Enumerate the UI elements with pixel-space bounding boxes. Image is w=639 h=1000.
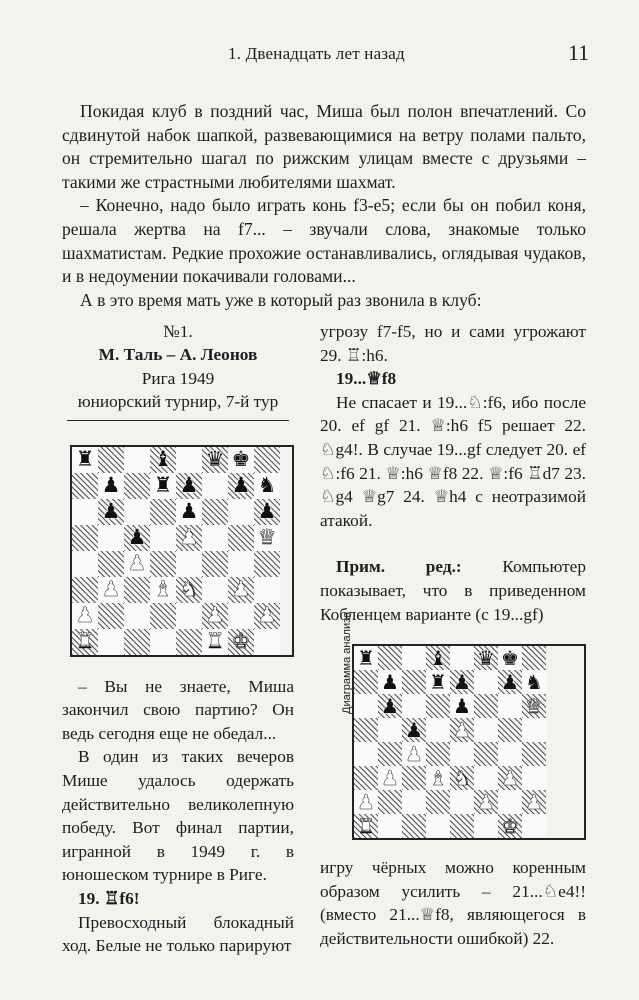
board-square — [254, 525, 280, 551]
board-square — [150, 551, 176, 577]
board-square — [498, 814, 522, 838]
board-square — [254, 551, 280, 577]
board-square — [72, 447, 98, 473]
board-square — [254, 603, 280, 629]
board-square — [474, 814, 498, 838]
board-square — [474, 670, 498, 694]
board-square — [402, 718, 426, 742]
board-square — [72, 603, 98, 629]
black-pawn-icon: ♟ — [101, 473, 121, 498]
board-square — [124, 577, 150, 603]
black-bishop-icon: ♝ — [153, 447, 173, 472]
game-place-year: Рига 1949 — [141, 368, 215, 388]
board-square — [426, 790, 450, 814]
header-divider — [67, 420, 289, 421]
board-square — [72, 577, 98, 603]
white-pawn-icon: ♟ — [453, 718, 471, 743]
board-square — [378, 766, 402, 790]
white-rook-icon: ♜ — [205, 629, 225, 654]
board-square — [402, 670, 426, 694]
board-square — [98, 551, 124, 577]
board-square — [228, 473, 254, 499]
board-square — [354, 670, 378, 694]
black-rook-icon: ♜ — [357, 646, 375, 671]
black-rook-icon: ♜ — [75, 447, 95, 472]
board-square — [426, 646, 450, 670]
black-pawn-icon: ♟ — [453, 694, 471, 719]
board-square — [124, 499, 150, 525]
page-number: 11 — [568, 40, 590, 65]
black-pawn-icon: ♟ — [381, 694, 399, 719]
intro-paragraph: – Конечно, надо было играть конь f3-e5; если бы он побил коня, решала жертва на f7... – звучали слова, знакомые только шахматистам. Редкие прохожие останавливались, оглядывая чудаков, и в недоумении покачивали головами... — [62, 195, 586, 287]
right-paragraph: Не спасает и 19...♘:f6, ибо после 20. ef gf 21. ♕:h6 f5 решает 22. ♘g4!. В случае 19...gf следует 20. ef ♘:f6 21. ♕:h6 ♕f8 22. ♕:f6 ♖d7 23. ♘g4 ♕g7 24. ♕h4 с неотразимой атакой. — [320, 392, 586, 530]
board-square — [450, 646, 474, 670]
board1-wrap — [70, 445, 294, 657]
left-paragraph: – Вы не знаете, Миша закончил свою партию? Он ведь сегодня еще не обедал... — [62, 676, 294, 743]
black-rook-icon: ♜ — [429, 670, 447, 695]
chess-diagram-analysis — [352, 644, 586, 840]
board-square — [354, 766, 378, 790]
board-square — [354, 646, 378, 670]
board2-wrap — [341, 611, 586, 840]
board-square — [378, 814, 402, 838]
white-rook-icon: ♜ — [75, 629, 95, 654]
board-square — [228, 603, 254, 629]
white-pawn-icon: ♟ — [477, 790, 495, 815]
board-square — [402, 766, 426, 790]
board-square — [176, 577, 202, 603]
board-square — [150, 525, 176, 551]
board-square — [98, 577, 124, 603]
move-19-black: 19...♕f8 — [336, 369, 397, 389]
white-pawn-icon: ♟ — [179, 525, 199, 550]
board-square — [474, 718, 498, 742]
board-square — [474, 742, 498, 766]
board-square — [202, 629, 228, 655]
white-bishop-icon: ♝ — [153, 577, 173, 602]
white-pawn-icon: ♟ — [525, 790, 543, 815]
board-square — [426, 814, 450, 838]
board-square — [378, 718, 402, 742]
board-square — [72, 525, 98, 551]
board-square — [72, 499, 98, 525]
board-square — [498, 646, 522, 670]
board-square — [498, 670, 522, 694]
board-square — [522, 790, 546, 814]
board-square — [228, 577, 254, 603]
board-square — [176, 447, 202, 473]
board-square — [402, 694, 426, 718]
board-square — [72, 551, 98, 577]
board-square — [176, 551, 202, 577]
board-square — [498, 694, 522, 718]
board-square — [254, 447, 280, 473]
board-square — [498, 718, 522, 742]
black-queen-icon: ♛ — [205, 447, 225, 472]
white-pawn-icon: ♟ — [357, 790, 375, 815]
board-square — [426, 742, 450, 766]
black-pawn-icon: ♟ — [453, 670, 471, 695]
board-square — [124, 447, 150, 473]
black-pawn-icon: ♟ — [179, 499, 199, 524]
white-pawn-icon: ♟ — [75, 603, 95, 628]
white-pawn-icon: ♟ — [257, 603, 277, 628]
black-king-icon: ♚ — [231, 447, 251, 472]
board-square — [354, 814, 378, 838]
board-square — [176, 473, 202, 499]
board-square — [522, 718, 546, 742]
board-square — [402, 646, 426, 670]
chapter-title: 1. Двенадцать лет назад — [228, 44, 405, 63]
editor-note-label: Прим. ред.: — [336, 557, 462, 577]
board-square — [202, 525, 228, 551]
board-square — [354, 790, 378, 814]
board-square — [378, 670, 402, 694]
board-square — [202, 603, 228, 629]
board-square — [228, 525, 254, 551]
board-square — [450, 790, 474, 814]
board-square — [426, 718, 450, 742]
board-square — [522, 742, 546, 766]
board-square — [176, 603, 202, 629]
intro-paragraph: Покидая клуб в поздний час, Миша был полон впечатлений. Со сдвинутой набок шапкой, развевающимися на ветру полами пальто, он стремительно шагал по рижским улицам вместе с друзьями – такими же страстными любителями шахмат. — [62, 101, 586, 192]
board-square — [522, 814, 546, 838]
board-square — [124, 551, 150, 577]
chess-diagram-main — [70, 445, 294, 657]
white-bishop-icon: ♝ — [429, 766, 447, 791]
board-square — [150, 473, 176, 499]
white-queen-icon: ♛ — [525, 694, 543, 719]
board-square — [450, 766, 474, 790]
board-square — [402, 814, 426, 838]
board-square — [474, 790, 498, 814]
board-square — [202, 551, 228, 577]
game-header — [62, 320, 294, 421]
board-square — [254, 577, 280, 603]
white-pawn-icon: ♟ — [231, 577, 251, 602]
board-square — [228, 629, 254, 655]
board-square — [176, 525, 202, 551]
white-pawn-icon: ♟ — [205, 603, 225, 628]
board-square — [124, 473, 150, 499]
editor-note — [320, 555, 586, 626]
board-square — [354, 718, 378, 742]
black-knight-icon: ♞ — [525, 670, 543, 695]
black-rook-icon: ♜ — [153, 473, 173, 498]
board-square — [98, 603, 124, 629]
game-players: М. Таль – А. Леонов — [98, 345, 258, 365]
board-square — [202, 577, 228, 603]
left-column — [62, 320, 294, 958]
board-square — [124, 629, 150, 655]
board-square — [202, 473, 228, 499]
board-square — [98, 525, 124, 551]
white-knight-icon: ♞ — [453, 766, 471, 791]
black-queen-icon: ♛ — [477, 646, 495, 671]
board-square — [450, 670, 474, 694]
move-19: 19. ♖f6! — [78, 888, 140, 908]
board-square — [522, 646, 546, 670]
left-paragraph: В один из таких вечеров Мише удалось одержать действительно великолепную победу. Вот финал партии, игранной в 1949 г. в юношеском турнире в Риге. — [62, 747, 294, 885]
board-square — [450, 718, 474, 742]
white-pawn-icon: ♟ — [381, 766, 399, 791]
game-number: №1. — [163, 322, 193, 341]
black-pawn-icon: ♟ — [231, 473, 251, 498]
black-pawn-icon: ♟ — [381, 670, 399, 695]
board-square — [228, 551, 254, 577]
board-square — [378, 790, 402, 814]
board-square — [402, 790, 426, 814]
black-pawn-icon: ♟ — [501, 670, 519, 695]
board-square — [254, 499, 280, 525]
board-square — [150, 577, 176, 603]
board-square — [354, 694, 378, 718]
board-square — [228, 447, 254, 473]
black-king-icon: ♚ — [501, 646, 519, 671]
white-pawn-icon: ♟ — [405, 742, 423, 767]
white-pawn-icon: ♟ — [501, 766, 519, 791]
black-pawn-icon: ♟ — [101, 499, 121, 524]
white-king-icon: ♚ — [501, 814, 519, 839]
board-square — [378, 646, 402, 670]
board-square — [72, 473, 98, 499]
right-paragraph: угрозу f7-f5, но и сами угрожают 29. ♖:h6. — [320, 322, 586, 365]
board-square — [176, 629, 202, 655]
board-square — [254, 473, 280, 499]
board-square — [150, 629, 176, 655]
board-square — [426, 694, 450, 718]
board-square — [176, 499, 202, 525]
game-event: юниорский турнир, 7-й тур — [77, 392, 279, 412]
board-square — [378, 694, 402, 718]
white-pawn-icon: ♟ — [127, 551, 147, 576]
left-text — [62, 675, 294, 958]
diagram-label: Диаграмма анализа — [341, 611, 353, 715]
black-bishop-icon: ♝ — [429, 646, 447, 671]
right-paragraph: игру чёрных можно коренным образом усилить – 21...♘e4!! (вместо 21...♕f8, являющегося в действительности ошибкой) 22. — [320, 858, 586, 948]
intro-text — [62, 100, 586, 312]
board-square — [98, 447, 124, 473]
board-square — [202, 447, 228, 473]
white-queen-icon: ♛ — [257, 525, 277, 550]
board-square — [228, 499, 254, 525]
white-pawn-icon: ♟ — [101, 577, 121, 602]
left-paragraph: Превосходный блокадный ход. Белые не только парируют — [62, 912, 294, 956]
board-square — [450, 814, 474, 838]
black-pawn-icon: ♟ — [405, 718, 423, 743]
board-square — [150, 499, 176, 525]
board-square — [150, 603, 176, 629]
board-square — [426, 670, 450, 694]
board-square — [474, 646, 498, 670]
board-square — [522, 694, 546, 718]
board-square — [98, 473, 124, 499]
board-square — [150, 447, 176, 473]
black-pawn-icon: ♟ — [127, 525, 147, 550]
board-square — [98, 499, 124, 525]
black-pawn-icon: ♟ — [179, 473, 199, 498]
board-square — [402, 742, 426, 766]
board-square — [98, 629, 124, 655]
board-square — [522, 670, 546, 694]
board-square — [354, 742, 378, 766]
board-square — [254, 629, 280, 655]
board-square — [474, 694, 498, 718]
white-king-icon: ♚ — [231, 629, 251, 654]
board-square — [474, 766, 498, 790]
right-column — [320, 320, 586, 951]
white-knight-icon: ♞ — [179, 577, 199, 602]
board-square — [202, 499, 228, 525]
board-square — [498, 790, 522, 814]
board-square — [378, 742, 402, 766]
board-square — [72, 629, 98, 655]
board-square — [450, 742, 474, 766]
board-square — [522, 766, 546, 790]
board-square — [498, 766, 522, 790]
board-square — [426, 766, 450, 790]
board-square — [124, 525, 150, 551]
intro-paragraph: А в это время мать уже в который раз звонила в клуб: — [80, 289, 482, 310]
editor-note-text: Компьютер показывает, что в приведенном Кобленцем варианте (с 19...gf) — [320, 557, 586, 624]
board-square — [498, 742, 522, 766]
black-pawn-icon: ♟ — [257, 499, 277, 524]
board-square — [124, 603, 150, 629]
white-rook-icon: ♜ — [357, 814, 375, 839]
black-knight-icon: ♞ — [257, 473, 277, 498]
board-square — [450, 694, 474, 718]
